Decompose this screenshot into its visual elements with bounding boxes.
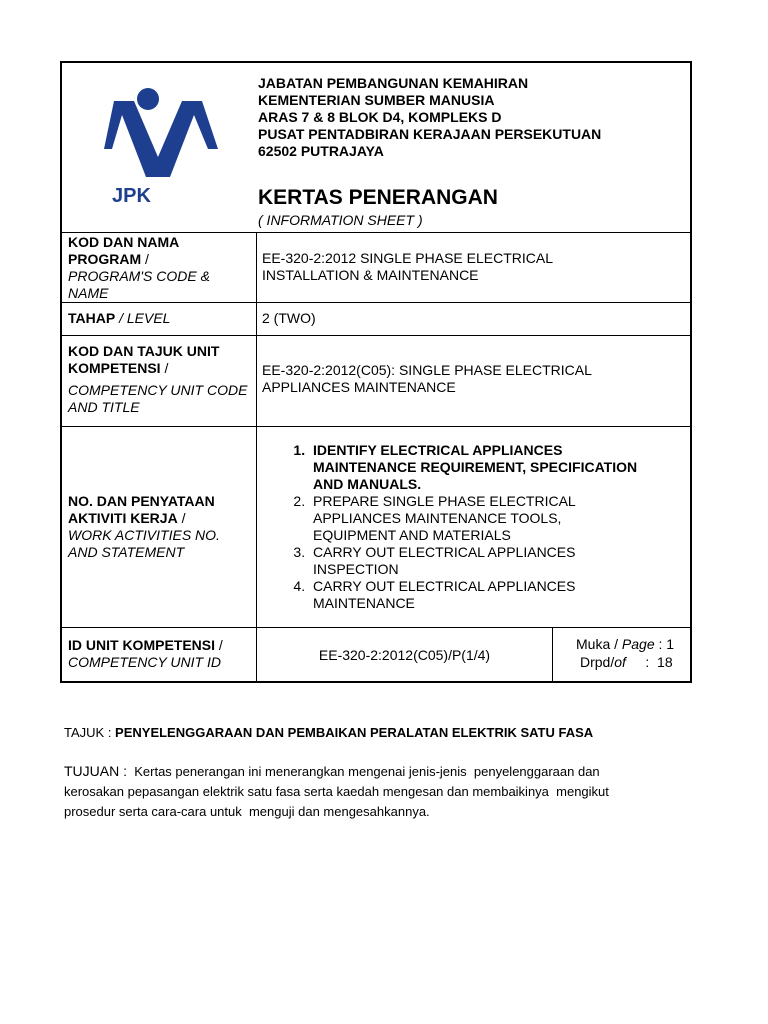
value-line: APPLIANCES MAINTENANCE xyxy=(262,379,456,395)
activity-item: 3. CARRY OUT ELECTRICAL APPLIANCES INSPECTION xyxy=(309,544,640,578)
unit-row xyxy=(62,336,690,427)
header-row xyxy=(62,63,690,233)
logo-cell xyxy=(62,63,258,232)
program-label xyxy=(62,233,257,302)
unit-id-value: EE-320-2:2012(C05)/P(1/4) xyxy=(257,628,553,681)
value-line: INSTALLATION & MAINTENANCE xyxy=(262,267,479,283)
level-label xyxy=(62,303,257,335)
of-value: : 18 xyxy=(625,654,673,670)
activities-value xyxy=(257,427,690,627)
org-line: ARAS 7 & 8 BLOK D4, KOMPLEKS D xyxy=(258,109,502,125)
activity-item: 2. PREPARE SINGLE PHASE ELECTRICAL APPLIANCES MAINTENANCE TOOLS, EQUIPMENT AND MATERIALS xyxy=(309,493,640,544)
label-italic: / LEVEL xyxy=(115,310,171,326)
page-label: Muka / xyxy=(576,636,622,652)
unit-label xyxy=(62,336,257,426)
value-line: EE-320-2:2012 SINGLE PHASE ELECTRICAL xyxy=(262,250,554,266)
page-label-italic: Page xyxy=(621,636,655,652)
document-subtitle: ( INFORMATION SHEET ) xyxy=(258,212,423,228)
label-bold: NO. DAN PENYATAAN AKTIVITI KERJA xyxy=(68,493,215,526)
page-number xyxy=(553,635,690,653)
value-line: EE-320-2:2012(C05): SINGLE PHASE ELECTRICAL xyxy=(262,362,592,378)
activities-row xyxy=(62,427,690,628)
org-line: JABATAN PEMBANGUNAN KEMAHIRAN xyxy=(258,75,529,91)
unit-id-row xyxy=(62,628,690,681)
label-sep: / xyxy=(215,637,223,653)
org-line: KEMENTERIAN SUMBER MANUSIA xyxy=(258,92,495,108)
org-cell xyxy=(258,63,690,232)
of-label-italic: of xyxy=(614,654,626,670)
activity-item: 4. CARRY OUT ELECTRICAL APPLIANCES MAINTENANCE xyxy=(309,578,640,612)
program-row xyxy=(62,233,690,303)
document-title: KERTAS PENERANGAN xyxy=(258,186,498,209)
level-row xyxy=(62,303,690,336)
jpk-logo-icon xyxy=(98,85,230,185)
org-line: PUSAT PENTADBIRAN KERAJAAN PERSEKUTUAN xyxy=(258,126,602,142)
logo-text: JPK xyxy=(112,185,151,207)
org-line: 62502 PUTRAJAYA xyxy=(258,143,384,159)
page-total xyxy=(553,653,690,671)
label-italic: COMPETENCY UNIT ID xyxy=(68,654,221,670)
label-bold: KOD DAN NAMA PROGRAM xyxy=(68,234,179,267)
of-label: Drpd/ xyxy=(580,654,615,670)
tajuk-label: TAJUK : xyxy=(64,725,116,740)
tajuk-line xyxy=(64,723,694,743)
label-sep: / xyxy=(141,251,149,267)
label-sep: / xyxy=(160,360,169,376)
tujuan-line: kerosakan pepasangan elektrik satu fasa serta kaedah mengesan dan membaikinya mengikut xyxy=(64,784,609,799)
information-sheet-table xyxy=(60,61,692,683)
org-address xyxy=(258,75,601,160)
tujuan-line: prosedur serta cara-cara untuk menguji dan mengesahkannya. xyxy=(64,804,430,819)
label-sep: / xyxy=(177,510,186,526)
label-bold: ID UNIT KOMPETENSI xyxy=(68,637,216,653)
level-value: 2 (TWO) xyxy=(262,310,316,326)
activities-label xyxy=(62,427,257,627)
page-info xyxy=(553,628,690,681)
program-value xyxy=(257,233,690,302)
label-bold: TAHAP xyxy=(68,310,116,326)
label-bold: KOD DAN TAJUK UNIT KOMPETENSI xyxy=(68,343,220,376)
label-italic: COMPETENCY UNIT CODE AND TITLE xyxy=(68,382,248,415)
tujuan-line: Kertas penerangan ini menerangkan mengenai jenis-jenis penyelenggaraan dan xyxy=(127,764,600,779)
tajuk-text: PENYELENGGARAAN DAN PEMBAIKAN PERALATAN ELEKTRIK SATU FASA xyxy=(115,725,594,740)
tujuan-label: TUJUAN : xyxy=(64,763,127,779)
label-italic: PROGRAM'S CODE & NAME xyxy=(68,268,210,301)
unit-id-label xyxy=(62,628,257,681)
activity-item: 1. IDENTIFY ELECTRICAL APPLIANCES MAINTENANCE REQUIREMENT, SPECIFICATION AND MANUALS. xyxy=(309,442,640,493)
tujuan-paragraph xyxy=(64,761,694,822)
label-italic: WORK ACTIVITIES NO. AND STATEMENT xyxy=(68,527,220,560)
page-value: : 1 xyxy=(654,636,675,652)
unit-value xyxy=(257,336,690,426)
activities-list xyxy=(262,442,640,612)
